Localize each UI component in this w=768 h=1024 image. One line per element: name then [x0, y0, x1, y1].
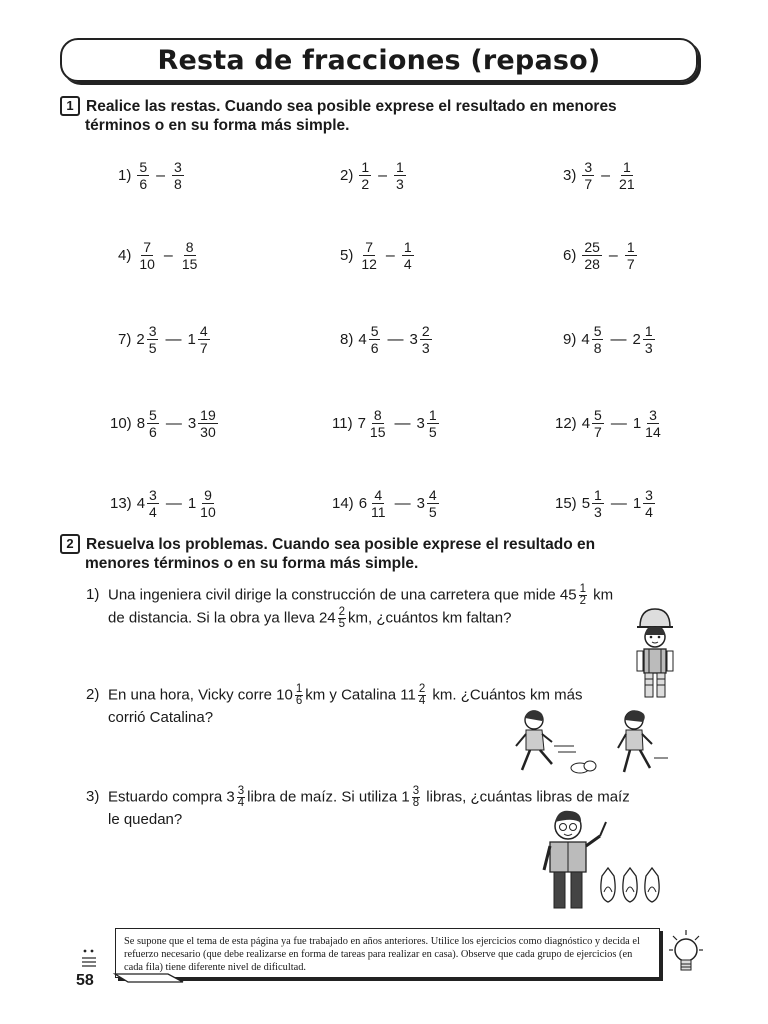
fraction: [643, 488, 655, 519]
problem-text: Una ingeniera civil dirige la construcción de una carretera que mide 45: [108, 586, 577, 604]
numerator: 5: [370, 323, 379, 339]
fraction: [420, 324, 432, 355]
minus-sign: —: [387, 330, 404, 348]
fraction: [402, 240, 414, 271]
denominator: 6: [370, 340, 379, 356]
problem-3: 3) Estuardo compra 3 $\frac{3}{4}$ libra de maíz. Si utiliza 1 $\frac{3}{8}$ libras, ¿cuántas libras de maíz le quedan?: [86, 785, 630, 828]
exercise-7: [118, 324, 211, 355]
exercise-label: 4): [118, 247, 132, 264]
fraction: [137, 240, 157, 271]
exercise-8: [340, 324, 433, 355]
fraction: [198, 408, 218, 439]
denominator: 21: [619, 176, 635, 192]
whole-number: 3: [409, 331, 418, 348]
fraction: [369, 324, 381, 355]
denominator: 8: [593, 340, 602, 356]
fraction: [198, 488, 218, 519]
exercise-9: [563, 324, 656, 355]
fraction: [147, 488, 159, 519]
whole-number: 1: [187, 495, 197, 512]
denominator: 11: [371, 504, 386, 520]
numerator: 1: [396, 159, 404, 175]
exercise-label: 7): [118, 331, 132, 348]
section2-instruction-line2: menores términos o en su forma más simple.: [85, 555, 419, 572]
exercise-label: 2): [340, 167, 354, 184]
fraction: [359, 160, 371, 191]
numerator: 5: [149, 407, 157, 423]
exercise-6: [563, 240, 638, 271]
numerator: 7: [365, 239, 374, 255]
engineer-girl-illustration: [632, 605, 678, 701]
teacher-note: Se supone que el tema de esta página ya fue trabajado en años anteriores. Utilice los ejercicios como diagnóstico y decida el refuerzo necesario (que debe realizarse en forma de tareas para realizar en casa). Observe que cada grupo de ejercicios (en cada fila) tiene diferente nivel de dificultad.: [115, 928, 660, 978]
fraction: [643, 324, 655, 355]
denominator: 4: [645, 504, 653, 520]
fraction: [147, 324, 159, 355]
numerator: 5: [139, 159, 148, 175]
minus-sign: —: [610, 494, 627, 512]
numerator: 1: [626, 239, 635, 255]
denominator: 14: [645, 424, 661, 440]
whole-number: 2: [136, 331, 145, 348]
fraction: [172, 160, 184, 191]
whole-number: 8: [136, 415, 146, 432]
fraction: [592, 324, 604, 355]
fraction: $\frac{2}{4}$: [418, 683, 426, 707]
denominator: 5: [428, 504, 437, 520]
minus-sign: –: [378, 166, 388, 184]
fraction: [582, 160, 594, 191]
page-title: Resta de fracciones (repaso): [157, 44, 601, 76]
minus-sign: —: [394, 414, 411, 432]
minus-sign: —: [394, 494, 411, 512]
whole-number: 4: [358, 331, 367, 348]
whole-number: 3: [187, 415, 197, 432]
minus-sign: —: [165, 330, 182, 348]
numerator: 1: [594, 487, 602, 503]
exercise-1: [118, 160, 185, 191]
fraction: [592, 408, 604, 439]
fraction: [427, 408, 439, 439]
minus-sign: –: [163, 246, 173, 264]
fraction: [180, 240, 200, 271]
fraction: [427, 488, 439, 519]
denominator: 5: [148, 340, 157, 356]
exercise-label: 15): [555, 495, 577, 512]
lightbulb-icon: [667, 926, 705, 982]
exercise-label: 3): [563, 167, 577, 184]
denominator: 4: [403, 256, 412, 272]
numerator: 8: [373, 407, 382, 423]
numerator: 3: [649, 407, 657, 423]
exercise-14: [332, 488, 440, 519]
fraction: $\frac{3}{8}$: [412, 785, 420, 809]
numerator: 5: [594, 407, 602, 423]
fraction: [592, 488, 604, 519]
problem-label: 2): [86, 686, 100, 704]
exercise-label: 14): [332, 495, 354, 512]
numerator: 1: [403, 239, 412, 255]
problem-2: 2) En una hora, Vicky corre 10 $\frac{1}{6}$ km y Catalina 11 $\frac{2}{4}$ km. ¿Cuántos km más corrió Catalina?: [86, 683, 583, 726]
numerator: 3: [174, 159, 182, 175]
exercise-4: [118, 240, 200, 271]
denominator: 12: [361, 256, 377, 272]
exercise-5: [340, 240, 415, 271]
whole-number: 5: [581, 495, 591, 512]
numerator: 1: [361, 159, 370, 175]
denominator: 10: [139, 256, 155, 272]
exercise-10: [110, 408, 219, 439]
minus-sign: –: [608, 246, 618, 264]
minus-sign: –: [156, 166, 166, 184]
denominator: 15: [181, 256, 198, 272]
page-number-decoration: [80, 948, 98, 974]
numerator: 3: [148, 323, 157, 339]
exercise-label: 11): [332, 415, 353, 432]
whole-number: 1: [632, 495, 642, 512]
denominator: 7: [199, 340, 208, 356]
denominator: 7: [584, 176, 593, 192]
denominator: 3: [644, 340, 653, 356]
exercise-12: [555, 408, 664, 439]
exercise-label: 10): [110, 415, 132, 432]
fraction: [582, 240, 602, 271]
page-number: 58: [76, 972, 94, 989]
minus-sign: —: [610, 330, 627, 348]
denominator: 2: [361, 176, 370, 192]
exercise-label: 12): [555, 415, 577, 432]
denominator: 7: [626, 256, 635, 272]
numerator: 25: [584, 239, 600, 255]
section1-number: 1: [60, 96, 80, 116]
section2-heading: [60, 534, 595, 573]
numerator: 4: [428, 487, 437, 503]
whole-number: 4: [581, 415, 591, 432]
denominator: 5: [428, 424, 437, 440]
minus-sign: —: [610, 414, 627, 432]
denominator: 3: [594, 504, 602, 520]
problem-label: 3): [86, 788, 100, 806]
numerator: 3: [645, 487, 653, 503]
fraction: [369, 488, 388, 519]
boy-with-corn-sacks-illustration: [540, 806, 672, 916]
whole-number: 4: [581, 331, 590, 348]
whole-number: 3: [416, 415, 425, 432]
whole-number: 2: [632, 331, 641, 348]
numerator: 4: [199, 323, 208, 339]
whole-number: 3: [416, 495, 425, 512]
fraction: [147, 408, 159, 439]
title-banner: [60, 38, 698, 82]
numerator: 3: [584, 159, 593, 175]
numerator: 2: [421, 323, 430, 339]
whole-number: 1: [187, 331, 196, 348]
numerator: 3: [149, 487, 157, 503]
numerator: 1: [622, 159, 631, 175]
numerator: 19: [200, 407, 216, 423]
exercise-label: 5): [340, 247, 354, 264]
minus-sign: –: [601, 166, 611, 184]
numerator: 5: [593, 323, 602, 339]
numerator: 9: [204, 487, 212, 503]
fraction: [625, 240, 637, 271]
denominator: 15: [369, 424, 386, 440]
denominator: 8: [174, 176, 182, 192]
exercise-11: [332, 408, 440, 439]
fraction: [359, 240, 379, 271]
fraction: [643, 408, 663, 439]
exercise-2: [340, 160, 407, 191]
exercise-13: [110, 488, 219, 519]
section1-instruction-line1: Realice las restas. Cuando sea posible exprese el resultado en menores: [86, 98, 617, 115]
denominator: 28: [584, 256, 600, 272]
numerator: 4: [374, 487, 383, 503]
minus-sign: —: [165, 494, 182, 512]
whole-number: 1: [632, 415, 642, 432]
fraction: [368, 408, 388, 439]
fraction: [198, 324, 210, 355]
fraction: $\frac{1}{6}$: [295, 683, 303, 707]
section1-heading: [60, 96, 617, 135]
denominator: 10: [200, 504, 216, 520]
section2-instruction-line1: Resuelva los problemas. Cuando sea posible exprese el resultado en: [86, 536, 596, 553]
problem-label: 1): [86, 586, 100, 604]
whole-number: 7: [357, 415, 366, 432]
note-box-tail: [108, 972, 188, 986]
fraction: $\frac{1}{2}$: [579, 583, 587, 607]
exercise-label: 1): [118, 167, 132, 184]
exercise-label: 8): [340, 331, 354, 348]
exercise-15: [555, 488, 656, 519]
exercise-label: 13): [110, 495, 132, 512]
denominator: 3: [421, 340, 430, 356]
minus-sign: —: [165, 414, 182, 432]
denominator: 4: [149, 504, 157, 520]
fraction: [394, 160, 406, 191]
exercise-label: 6): [563, 247, 577, 264]
section2-number: 2: [60, 534, 80, 554]
numerator: 1: [644, 323, 653, 339]
problem-1: 1) Una ingeniera civil dirige la construcción de una carretera que mide 45 $\frac{1}{2}$ km de distancia. Si la obra ya lleva 24 $\frac{2}{5}$ km, ¿cuántos km faltan?: [86, 583, 614, 630]
denominator: 6: [149, 424, 157, 440]
minus-sign: –: [385, 246, 395, 264]
numerator: 8: [185, 239, 194, 255]
denominator: 30: [200, 424, 216, 440]
denominator: 6: [139, 176, 148, 192]
numerator: 7: [143, 239, 152, 255]
fraction: [137, 160, 149, 191]
denominator: 7: [594, 424, 602, 440]
exercise-3: [563, 160, 638, 191]
whole-number: 4: [136, 495, 146, 512]
fraction: [617, 160, 637, 191]
exercise-label: 9): [563, 331, 577, 348]
numerator: 1: [428, 407, 437, 423]
denominator: 3: [396, 176, 404, 192]
running-girls-illustration: [512, 706, 672, 782]
whole-number: 6: [358, 495, 368, 512]
section1-instruction-line2: términos o en su forma más simple.: [85, 117, 350, 134]
fraction: $\frac{3}{4}$: [237, 785, 245, 809]
fraction: $\frac{2}{5}$: [338, 606, 346, 630]
